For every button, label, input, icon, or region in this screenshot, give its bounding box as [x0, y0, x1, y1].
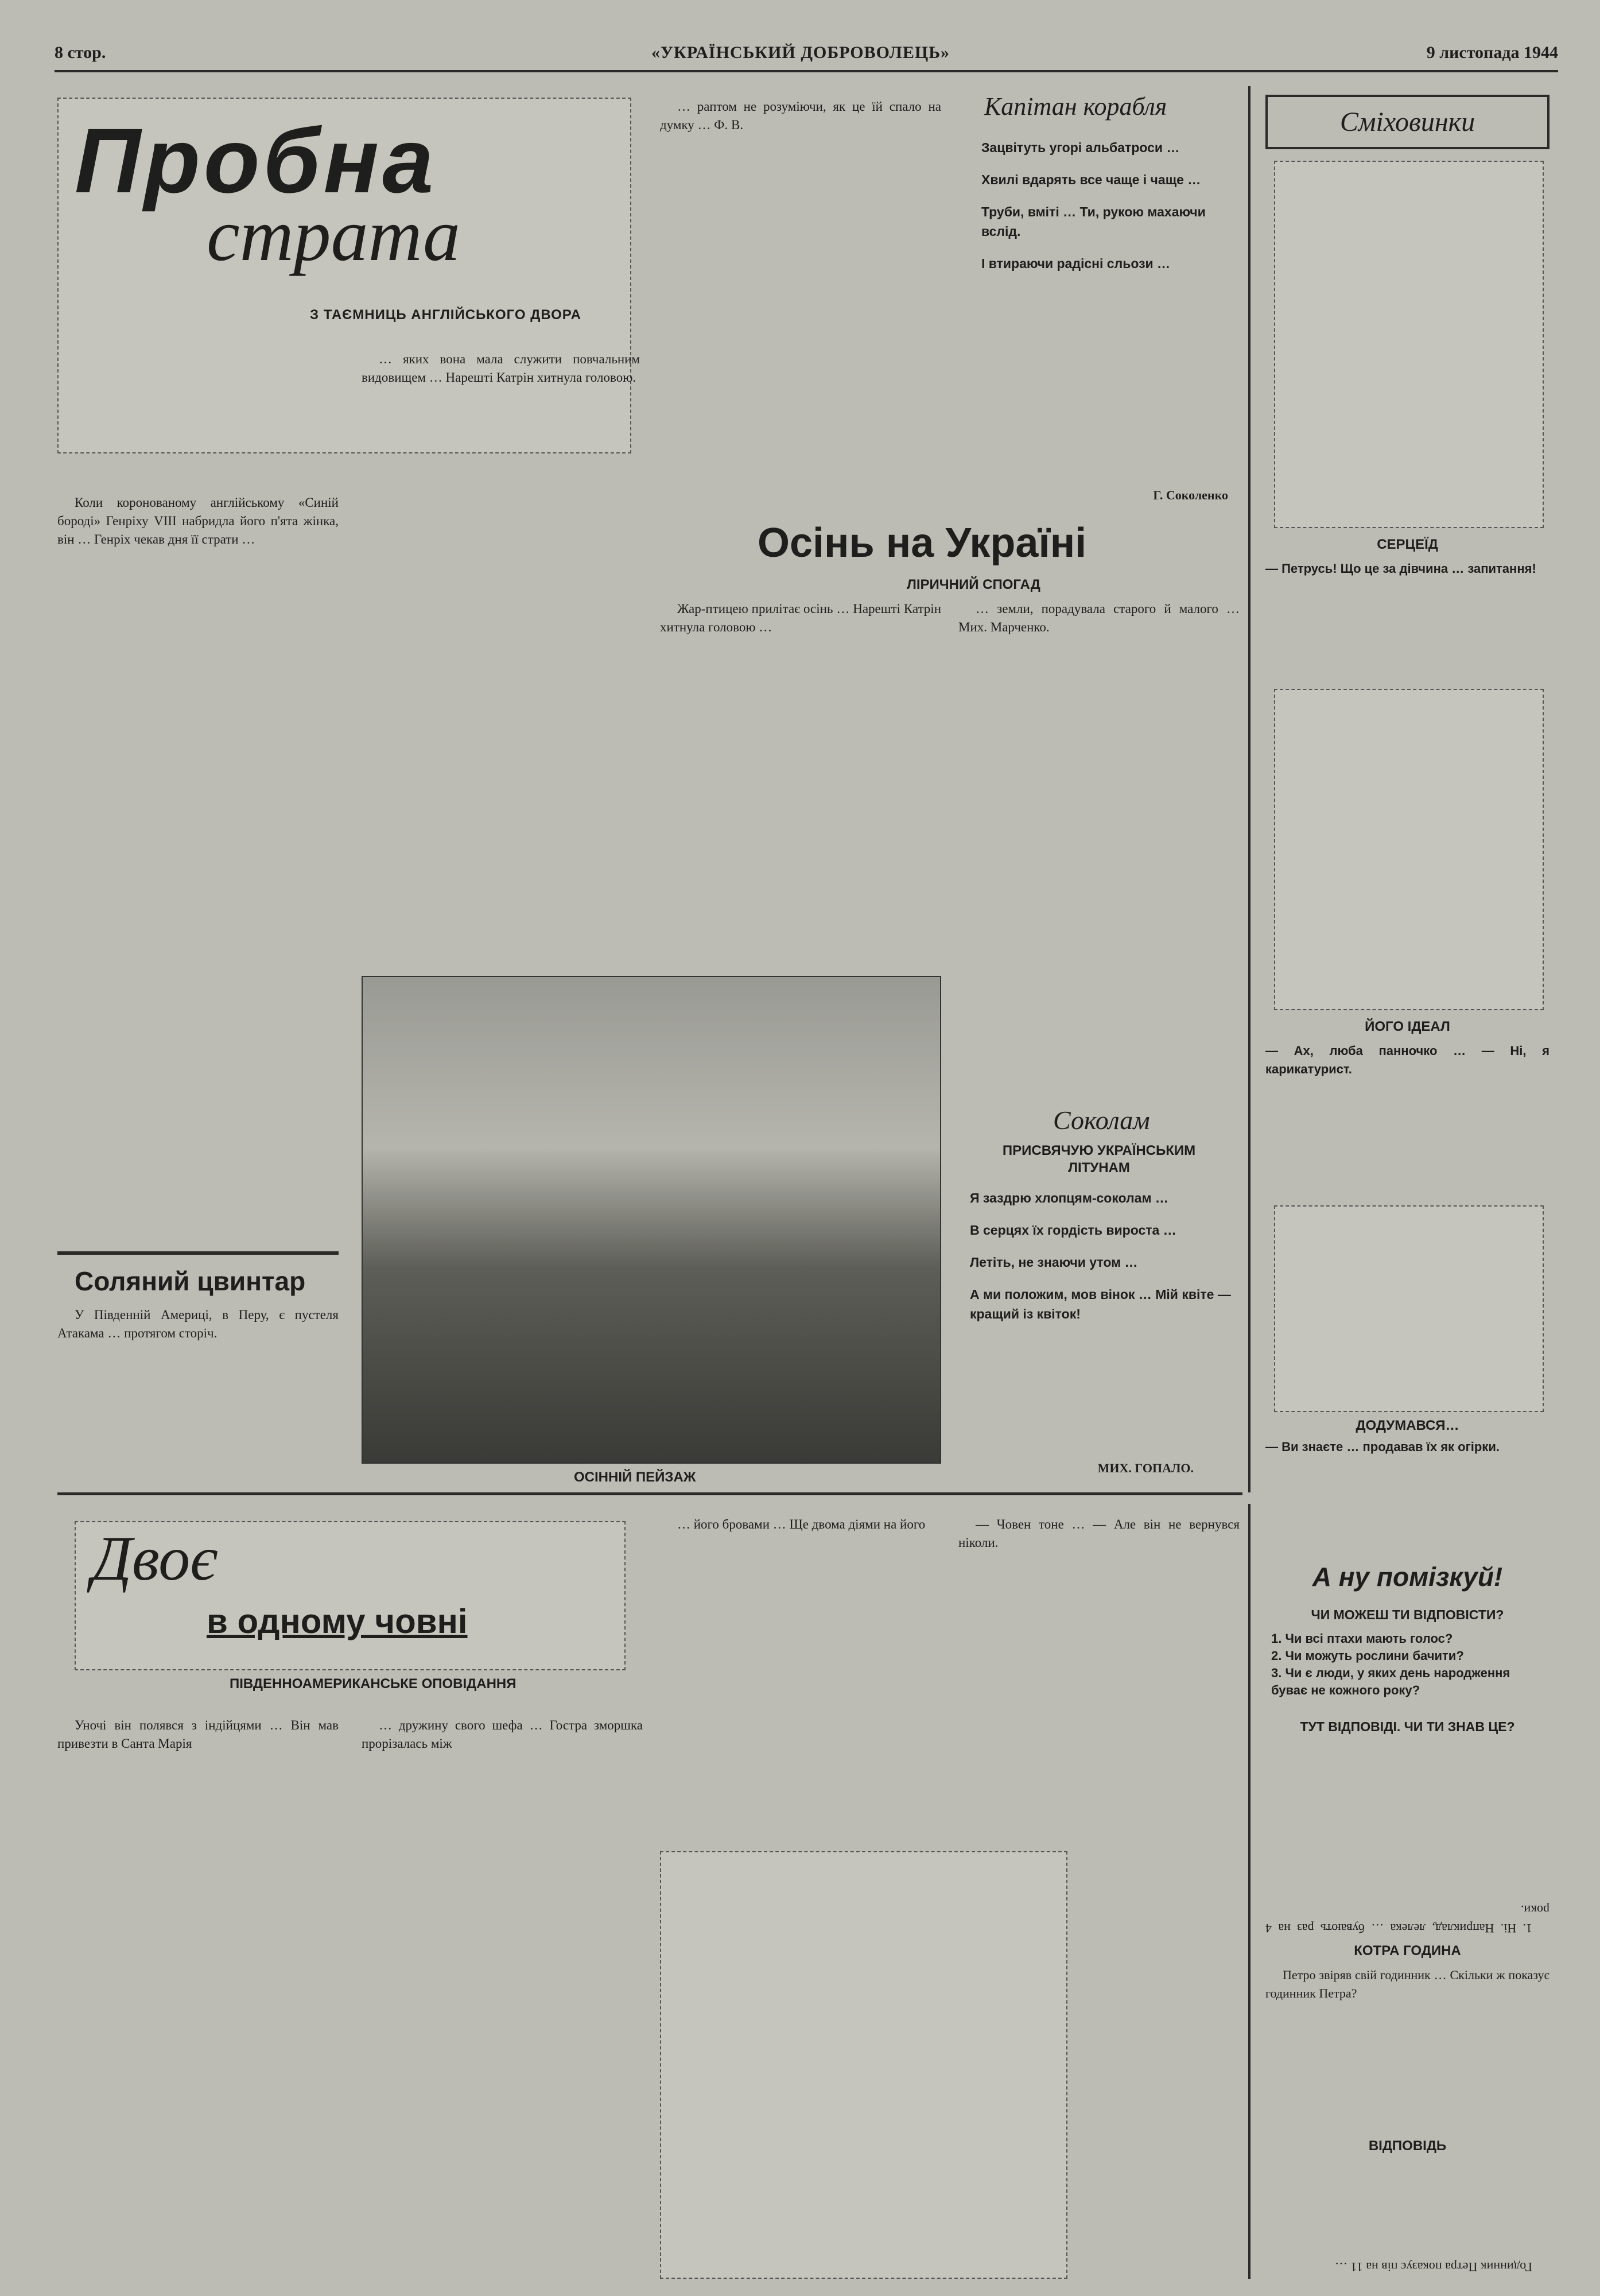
cartoon-two-men: [1274, 1205, 1544, 1412]
quiz-questions-heading: ЧИ МОЖЕШ ТИ ВІДПОВІСТИ?: [1311, 1607, 1504, 1622]
quiz-title: А ну помізкуй!: [1312, 1562, 1503, 1592]
article-title-line2: страта: [207, 194, 461, 277]
newspaper-title: «УКРАЇНСЬКИЙ ДОБРОВОЛЕЦЬ»: [651, 43, 950, 62]
header-rule: [55, 70, 1558, 72]
poem-captain-stanza: Хвилі вдарять все чаще і чаще …: [981, 172, 1201, 187]
story-subtitle: ПІВДЕННОАМЕРИКАНСЬКЕ ОПОВІДАННЯ: [230, 1676, 516, 1692]
cemetery-text: У Південній Америці, в Перу, є пустеля Атакама … протягом сторіч.: [57, 1308, 339, 1340]
joke-1-text: — Петрусь! Що це за дівчина … запитання!: [1265, 561, 1536, 576]
photo-caption: ОСІННІЙ ПЕЙЗАЖ: [574, 1469, 696, 1485]
joke-1-heading: СЕРЦЕЇД: [1377, 537, 1438, 552]
poem-falcons-author: МИХ. ГОПАЛО.: [1097, 1461, 1194, 1475]
article-col-3-text: … раптом не розуміючи, як це їй спало на думку … Ф. В.: [660, 99, 941, 132]
story-title-line1: Двоє: [92, 1523, 218, 1593]
story-col-1-text: Уночі він полявся з індійцями … Він мав привезти в Санта Марія: [57, 1718, 339, 1751]
joke-2-text: — Ах, люба панночко … — Ні, я карикатурист.: [1265, 1044, 1549, 1076]
page-number: 8 стор.: [55, 43, 106, 62]
autumn-col-1: [660, 600, 941, 953]
solution-text: Годинник Петра показує пів на 11 …: [1335, 2260, 1532, 2274]
article-col-1-text: Коли коронованому англійському «Синій бороді» Генріху VIII набридла його п'ята жінка, він … Генріх чекав дня її страти …: [57, 495, 339, 546]
quiz-question: 1. Чи всі птахи мають голос?: [1271, 1631, 1453, 1646]
story-title-line2: в одному човні: [207, 1602, 468, 1640]
cartoon-couple-2: [1274, 689, 1544, 1010]
story-col-3-text: … його бровами … Ще двома діями на його: [677, 1517, 926, 1531]
puzzle-heading: КОТРА ГОДИНА: [1354, 1943, 1461, 1958]
article-subtitle: З ТАЄМНИЦЬ АНГЛІЙСЬКОГО ДВОРА: [310, 307, 581, 323]
poem-captain-stanza: І втираючи радісні сльози …: [981, 256, 1171, 271]
cemetery-title: Соляний цвинтар: [75, 1266, 306, 1296]
solution-heading: ВІДПОВІДЬ: [1368, 2138, 1447, 2154]
story-col-2-text: … дружину свого шефа … Гостра зморшка прорізалась між: [362, 1718, 643, 1751]
story-col-1: [57, 1716, 339, 2279]
article-col-3: [660, 98, 941, 525]
quiz-answers-heading: ТУТ ВІДПОВІДІ. ЧИ ТИ ЗНАВ ЦЕ?: [1300, 1719, 1515, 1734]
autumn-col-2: [958, 600, 1240, 1102]
solution-upside-down: [1265, 2161, 1549, 2276]
story-col-3: [660, 1515, 941, 1837]
autumn-title: Осінь на Україні: [758, 520, 1087, 566]
poem-captain-author: Г. Соколенко: [1153, 488, 1228, 502]
cartoon-couple-1: [1274, 161, 1544, 528]
poem-falcons-body: [970, 1188, 1240, 1458]
quiz-column-rule: [1248, 1504, 1251, 2279]
page-header: [55, 43, 1558, 66]
poem-falcons-stanza: В серцях їх гордість вироста …: [970, 1223, 1176, 1238]
poem-falcons-stanza: Летіть, не знаючи утом …: [970, 1255, 1138, 1270]
autumn-landscape-photo: [362, 976, 941, 1464]
quiz-question: 2. Чи можуть рослини бачити?: [1271, 1649, 1464, 1663]
article-col-2-text: … яких вона мала служити повчальним видовищем … Нарешті Катрін хитнула головою.: [362, 352, 640, 385]
poem-falcons-dedication: ПРИСВЯЧУЮ УКРАЇНСЬКИМ ЛІТУНАМ: [1002, 1143, 1196, 1176]
poem-falcons-title: Соколам: [1053, 1106, 1150, 1135]
joke-2-heading: ЙОГО ІДЕАЛ: [1365, 1019, 1450, 1034]
poem-captain-stanza: Зацвітуть угорі альбатроси …: [981, 140, 1180, 155]
autumn-col-1-text: Жар-птицею прилітає осінь … Нарешті Катрін хитнула головою …: [660, 602, 941, 634]
lower-section-rule: [57, 1492, 1242, 1495]
poem-captain-body: [981, 138, 1245, 494]
autumn-subtitle: ЛІРИЧНИЙ СПОГАД: [907, 577, 1040, 592]
boat-illustration: [660, 1851, 1067, 2279]
poem-falcons-stanza: А ми положим, мов вінок … Мій квіте — кращий із квіток!: [970, 1287, 1231, 1321]
poem-captain-stanza: Труби, вміті … Ти, рукою махаючи вслід.: [981, 204, 1206, 239]
puzzle-text: Петро звіряв свій годинник … Скільки ж показує годинник Петра?: [1265, 1968, 1549, 2000]
poem-captain-title: Капітан корабля: [984, 92, 1167, 121]
quiz-answers-text: 1. Ні. Наприклад, лелека … бувають раз на 4 роки.: [1265, 1903, 1549, 1936]
issue-date: 9 листопада 1944: [1426, 43, 1558, 62]
story-col-2: [362, 1716, 643, 2279]
quiz-answers-upside-down: [1265, 1742, 1549, 1937]
article-title-line1: Пробна: [75, 109, 437, 212]
cemetery-top-rule: [57, 1251, 339, 1255]
humor-title: Сміховинки: [1265, 95, 1549, 149]
story-col-4-text: — Човен тоне … — Але він не вернувся ніколи.: [958, 1517, 1240, 1550]
joke-3-heading: ДОДУМАВСЯ…: [1356, 1418, 1459, 1433]
quiz-question: 3. Чи є люди, у яких день народження буває не кожного року?: [1271, 1666, 1510, 1697]
article-col-1: [57, 494, 339, 1248]
poem-falcons-stanza: Я заздрю хлопцям-соколам …: [970, 1190, 1168, 1205]
joke-3-text: — Ви знаєте … продавав їх як огірки.: [1265, 1440, 1500, 1454]
quiz-questions: [1271, 1630, 1549, 1699]
puzzle-body: [1265, 1966, 1549, 2127]
cemetery-body: [57, 1306, 339, 1484]
humor-column-rule: [1248, 86, 1251, 1492]
autumn-col-2-text: … земли, порадувала старого й малого … Мих. Марченко.: [958, 602, 1240, 634]
